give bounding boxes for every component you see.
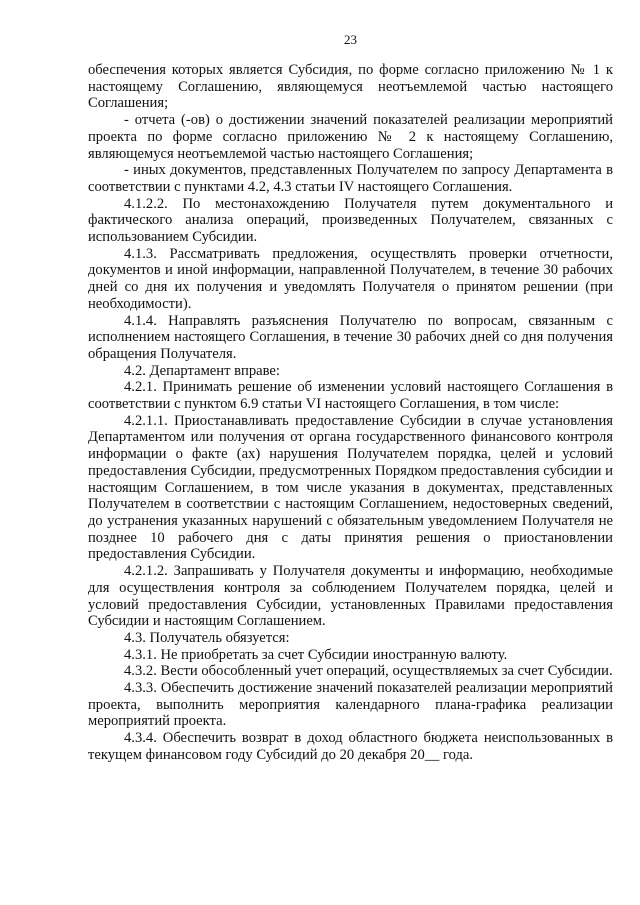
paragraph-4-3-4: 4.3.4. Обеспечить возврат в доход областного бюджета неиспользованных в текущем финансовом году Субсидий до 20 декабря 20__ года. bbox=[88, 730, 613, 763]
paragraph-4-2: 4.2. Департамент вправе: bbox=[124, 362, 280, 379]
paragraph-other-documents-item: - иных документов, представленных Получателем по запросу Департамента в соответствии с пунктами 4.2, 4.3 статьи IV настоящего Соглашения. bbox=[88, 162, 613, 195]
paragraph-4-2-1-2: 4.2.1.2. Запрашивать у Получателя документы и информацию, необходимые для осуществления контроля за соблюдением Получателем порядка, целей и условий предоставления Субсидии, установленных Правилами предоставления Субсидии и настоящим Соглашением. bbox=[88, 563, 613, 630]
paragraph-report-item: - отчета (-ов) о достижении значений показателей реализации мероприятий проекта по форме согласно приложению № 2 к настоящему Соглашению, являющемуся неотъемлемой частью настоящего Соглашения; bbox=[88, 112, 613, 162]
paragraph-4-1-3: 4.1.3. Рассматривать предложения, осуществлять проверки отчетности, документов и иной информации, направленной Получателем, в течение 30 рабочих дней со дня их получения и уведомлять Получателя о принятом решении (при необходимости). bbox=[88, 245, 613, 312]
paragraph-4-1-4: 4.1.4. Направлять разъяснения Получателю по вопросам, связанным с исполнением настоящего Соглашения, в течение 30 рабочих дней со дня получения обращения Получателя. bbox=[88, 312, 613, 362]
document-body bbox=[88, 62, 613, 764]
paragraph-4-3: 4.3. Получатель обязуется: bbox=[124, 629, 290, 646]
paragraph-continuation: обеспечения которых является Субсидия, по форме согласно приложению № 1 к настоящему Соглашению, являющемуся неотъемлемой частью настоящего Соглашения; bbox=[88, 62, 613, 112]
paragraph-4-2-1: 4.2.1. Принимать решение об изменении условий настоящего Соглашения в соответствии с пунктом 6.9 статьи VI настоящего Соглашения, в том числе: bbox=[88, 379, 613, 413]
paragraph-4-3-2: 4.3.2. Вести обособленный учет операций, осуществляемых за счет Субсидии. bbox=[124, 663, 613, 680]
paragraph-4-2-1-1: 4.2.1.1. Приостанавливать предоставление Субсидии в случае установления Департаментом или получения от органа государственного финансового контроля информации о факте (ах) нарушения Получателем порядка, целей и условий предоставления Субсидии, предусмотренных Порядком предоставления субсидии и настоящим Соглашением, в том числе указания в документах, представленных Получателем в соответствии с настоящим Соглашением, недостоверных сведений, до устранения указанных нарушений с обязательным уведомлением Получателя не позднее 10 рабочего дня с даты принятия решения о приостановлении предоставления Субсидии. bbox=[88, 412, 613, 563]
paragraph-4-3-1: 4.3.1. Не приобретать за счет Субсидии иностранную валюту. bbox=[124, 646, 508, 663]
paragraph-4-3-3: 4.3.3. Обеспечить достижение значений показателей реализации мероприятий проекта, выполнить мероприятия календарного плана-графика реализации мероприятий проекта. bbox=[88, 680, 613, 730]
paragraph-4-1-2-2: 4.1.2.2. По местонахождению Получателя путем документального и фактического анализа операций, произведенных Получателем, связанных с использованием Субсидии. bbox=[88, 195, 613, 246]
page-number: 23 bbox=[344, 32, 357, 47]
